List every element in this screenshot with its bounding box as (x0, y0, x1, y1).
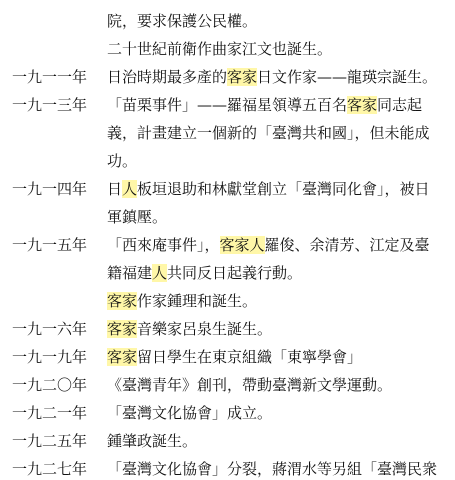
timeline-entry-text (107, 206, 167, 228)
timeline-line (0, 94, 455, 116)
timeline-line (0, 66, 455, 88)
highlighted-term: 客家 (347, 96, 378, 114)
text-segment: 籍福建 (107, 264, 153, 282)
timeline-line (0, 10, 455, 32)
text-segment: 功。 (107, 152, 138, 170)
text-segment: 板垣退助和林獻堂創立「臺灣同化會」，被日 (137, 180, 430, 198)
timeline-year: 一九一三年 (12, 96, 88, 114)
text-segment: 「臺灣文化協會」成立。 (107, 404, 273, 422)
text-segment: 二十世紀前衛作曲家江文也誕生。 (107, 40, 333, 58)
highlighted-term: 客家 (227, 68, 258, 86)
timeline-year: 一九二五年 (12, 432, 88, 450)
text-segment: 日治時期最多產的 (107, 68, 228, 86)
timeline-line (0, 178, 455, 200)
timeline-line (0, 374, 455, 396)
timeline-entry-text (107, 66, 437, 88)
timeline-line (0, 430, 455, 452)
timeline-year: 一九一九年 (12, 348, 88, 366)
text-segment: 軍鎮壓。 (107, 208, 168, 226)
highlighted-term: 客家人 (219, 236, 265, 254)
timeline-entry-text (107, 430, 197, 452)
timeline-entry-text (107, 178, 430, 200)
timeline-year: 一九二七年 (12, 460, 88, 478)
highlighted-term: 人 (122, 180, 138, 198)
text-segment: 日 (107, 180, 123, 198)
text-segment: 「苗栗事件」——羅福星領導五百名 (107, 96, 348, 114)
highlighted-term: 客家 (107, 320, 138, 338)
highlighted-term: 客家 (107, 348, 138, 366)
timeline-line (0, 38, 455, 60)
timeline-year: 一九一四年 (12, 180, 88, 198)
timeline-line (0, 402, 455, 424)
timeline-line (0, 290, 455, 312)
timeline-line (0, 318, 455, 340)
text-segment: 音樂家呂泉生誕生。 (137, 320, 273, 338)
timeline-entry-text (107, 262, 302, 284)
text-segment: 同志起 (377, 96, 423, 114)
highlighted-term: 人 (152, 264, 168, 282)
text-segment: 共同反日起義行動。 (167, 264, 303, 282)
highlighted-term: 客家 (107, 292, 138, 310)
timeline-entry-text (107, 10, 257, 32)
timeline-line (0, 122, 455, 144)
timeline-entry-text (107, 94, 422, 116)
text-segment: 「西來庵事件」， (107, 236, 220, 254)
timeline-entry-text (107, 318, 272, 340)
text-segment: 日文作家——龍瑛宗誕生。 (257, 68, 438, 86)
timeline-year: 一九一六年 (12, 320, 88, 338)
timeline-line (0, 234, 455, 256)
timeline-entry-text (107, 402, 272, 424)
timeline-entry-text (107, 38, 332, 60)
timeline-year: 一九一五年 (12, 236, 88, 254)
timeline-year: 一九一一年 (12, 68, 88, 86)
text-segment: 羅俊、余清芳、江定及臺 (264, 236, 430, 254)
timeline-line (0, 346, 455, 368)
timeline-entry-text (107, 458, 437, 480)
timeline-entry-text (107, 374, 392, 396)
text-segment: 院，要求保護公民權。 (107, 12, 258, 30)
timeline-entry-text (107, 290, 257, 312)
timeline-year: 一九二〇年 (12, 376, 88, 394)
timeline-entry-text (107, 150, 137, 172)
timeline-year: 一九二一年 (12, 404, 88, 422)
text-segment: 鍾肇政誕生。 (107, 432, 198, 450)
timeline-line (0, 150, 455, 172)
timeline-line (0, 458, 455, 480)
timeline-entry-text (107, 122, 430, 144)
text-segment: 作家鍾理和誕生。 (137, 292, 258, 310)
timeline-entry-text (107, 234, 430, 256)
timeline-line (0, 262, 455, 284)
text-segment: 《臺灣青年》創刊，帶動臺灣新文學運動。 (107, 376, 393, 394)
text-segment: 「臺灣文化協會」分裂，蔣渭水等另組「臺灣民衆 (107, 460, 438, 478)
text-segment: 義，計畫建立一個新的「臺灣共和國」，但未能成 (107, 124, 430, 142)
timeline-line (0, 206, 455, 228)
text-segment: 留日學生在東京組織「東寧學會」 (137, 348, 363, 366)
timeline-entry-text (107, 346, 362, 368)
